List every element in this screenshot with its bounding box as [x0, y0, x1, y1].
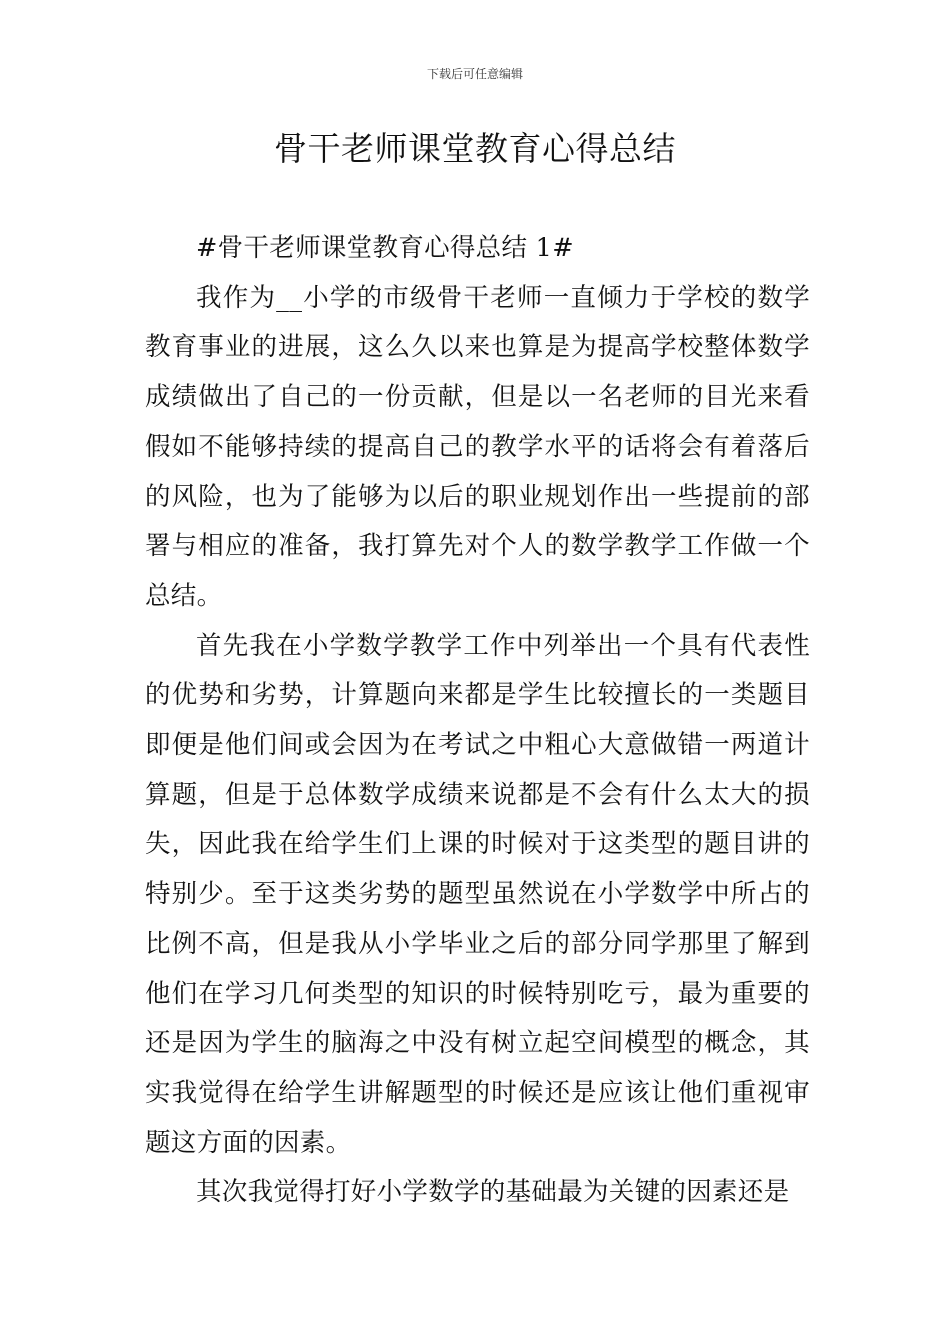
document-title: 骨干老师课堂教育心得总结 — [274, 129, 676, 168]
paragraph-2: 首先我在小学数学教学工作中列举出一个具有代表性的优势和劣势，计算题向来都是学生比较擅长的一类题目即便是他们间或会因为在考试之中粗心大意做错一两道计算题，但是于总体数学成绩来说都是不会有什么太大的损失，因此我在给学生们上课的时候对于这类型的题目讲的特别少。至于这类劣势的题型虽然说在小学数学中所占的比例不高，但是我从小学毕业之后的部分同学那里了解到他们在学习几何类型的知识的时候特别吃亏，最为重要的还是因为学生的脑海之中没有树立起空间模型的概念，其实我觉得在给学生讲解题型的时候还是应该让他们重视审题这方面的因素。 — [145, 630, 810, 1158]
section-heading: #骨干老师课堂教育心得总结 1# — [196, 233, 574, 263]
paragraph-3: 其次我觉得打好小学数学的基础最为关键的因素还是 — [196, 1177, 790, 1208]
document-body — [145, 224, 810, 1218]
paragraph-1: 我作为__小学的市级骨干老师一直倾力于学校的数学教育事业的进展，这么久以来也算是为提高学校整体数学成绩做出了自己的一份贡献，但是以一名老师的目光来看假如不能够持续的提高自己的教学水平的话将会有着落后的风险，也为了能够为以后的职业规划作出一些提前的部署与相应的准备，我打算先对个人的数学教学工作做一个总结。 — [145, 282, 810, 611]
header-note: 下载后可任意编辑 — [426, 67, 523, 81]
